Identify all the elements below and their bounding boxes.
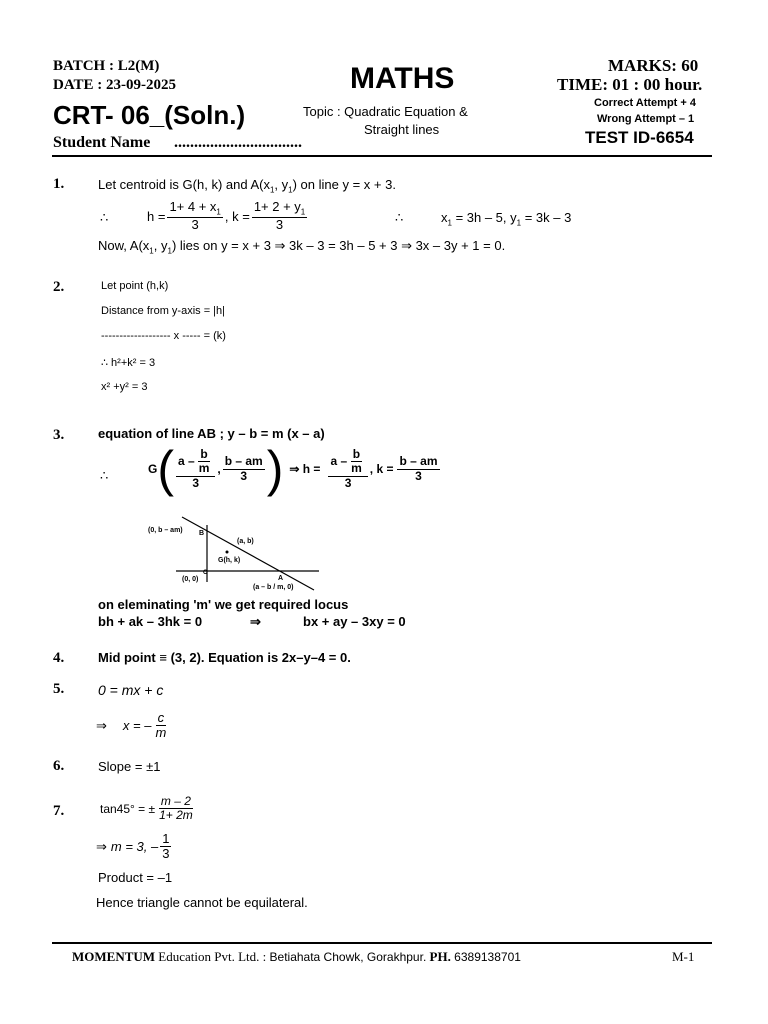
q3-line1: equation of line AB ; y – b = m (x – a)	[98, 426, 325, 441]
q1-line2: Now, $A(x_1$, $y_1$) lies on y = x + 3 ⇒ 3k – 3 = 3h – 5 + 3 ⇒ 3x – 3y + 1 = 0.	[98, 238, 506, 256]
q4-number: 4.	[53, 650, 65, 666]
q1-hk-formula: h = $\frac{1+ 4 + x_1}{3}$ , k = $\frac{1+ 2 + y_1}{3}$	[147, 199, 306, 233]
q2-number: 2.	[53, 279, 65, 295]
wrong-attempt: Wrong Attempt – 1	[597, 113, 695, 125]
q6-number: 6.	[53, 758, 65, 774]
q7-tan-formula: tan45° = ± $\frac{m - 2}{1+ 2m}$	[100, 794, 193, 823]
topic-line1: Topic : Quadratic Equation &	[303, 104, 468, 119]
q3-locus-2: bx + ay – 3xy = 0	[303, 614, 406, 629]
q1-therefore-2: ∴	[395, 210, 404, 225]
centroid-point	[226, 551, 229, 554]
line-ab	[182, 517, 314, 590]
page-number: M-1	[672, 949, 695, 964]
test-code: CRT- 06_(Soln.)	[53, 100, 246, 130]
label-A: A	[278, 575, 284, 582]
label-top: (0, b – am)	[148, 527, 183, 534]
q4-text: Mid point ≡ (3, 2). Equation is 2x–y–4 = 0.	[98, 650, 351, 665]
label-B: B	[199, 530, 205, 537]
q3-line3: on eleminating 'm' we get required locus	[98, 597, 349, 612]
footer-divider	[52, 942, 712, 944]
topic-line2: Straight lines	[364, 122, 440, 137]
correct-attempt: Correct Attempt + 4	[594, 97, 696, 109]
test-id: TEST ID-6654	[585, 128, 694, 147]
q5-number: 5.	[53, 681, 65, 697]
label-O: O	[203, 570, 208, 576]
header-divider	[52, 155, 712, 157]
footer-info: MOMENTUM Education Pvt. Ltd. : Betiahata Chowk, Gorakhpur. PH. 6389138701	[72, 949, 521, 964]
q7-conclusion: Hence triangle cannot be equilateral.	[96, 895, 308, 910]
date: DATE : 23-09-2025	[53, 77, 177, 93]
q7-number: 7.	[53, 803, 65, 819]
q3-right-paren: )	[266, 441, 284, 497]
q1-intro: Let centroid is G(h, k) and $A(x_1$, $y_1$) on line y = x + 3.	[98, 177, 396, 195]
label-origin: (0, 0)	[182, 576, 199, 583]
q7-product: Product = –1	[98, 870, 173, 885]
q1-result: $x_1 = 3h - 5$, $y_1 = 3k - 3$	[441, 210, 572, 228]
q3-figure	[136, 512, 326, 594]
q5-solution: ⇒ x = – $\frac{c}{m}$	[96, 710, 167, 741]
q3-left-paren: (	[157, 441, 174, 497]
q1-therefore: ∴	[100, 210, 109, 225]
q1-number: 1.	[53, 176, 65, 192]
subject-title: MATHS	[350, 62, 455, 95]
time: TIME: 01 : 00 hour.	[557, 75, 703, 94]
q2-line-1: Let point (h,k)	[101, 280, 169, 292]
q2-line-2: Distance from y-axis = |h|	[101, 305, 226, 317]
label-ab: (a, b)	[237, 538, 254, 545]
q2-line-5: x² +y² = 3	[101, 381, 148, 393]
q3-implies: ⇒	[250, 614, 261, 629]
q6-text: Slope = ±1	[98, 759, 161, 774]
q2-line-3: ------------------- x ----- = (k)	[101, 330, 226, 342]
q3-locus-1: bh + ak – 3hk = 0	[98, 614, 203, 629]
q3-therefore: ∴	[100, 468, 109, 483]
q3-number: 3.	[53, 427, 65, 443]
student-name-label: Student Name	[53, 134, 151, 151]
student-name-dots: ................................	[174, 134, 302, 151]
label-A-coord: (a – b / m, 0)	[253, 584, 294, 591]
label-G: G(h, k)	[218, 557, 241, 564]
q3-centroid-formula: G ( a – $\frac{b}{m}$ 3 , $\frac{b - am}{3}$ ) ⇒ h = a – $\frac{b}{m}$ 3 , k = $\frac{b - am}{3}$	[148, 441, 438, 497]
q2-line-4: ∴ h²+k² = 3	[101, 357, 156, 369]
batch: BATCH : L2(M)	[53, 58, 160, 74]
marks: MARKS: 60	[608, 56, 699, 75]
q7-m-values: ⇒ m = 3, – $\frac{1}{3}$	[96, 831, 170, 862]
q5-line1: 0 = mx + c	[98, 682, 164, 698]
